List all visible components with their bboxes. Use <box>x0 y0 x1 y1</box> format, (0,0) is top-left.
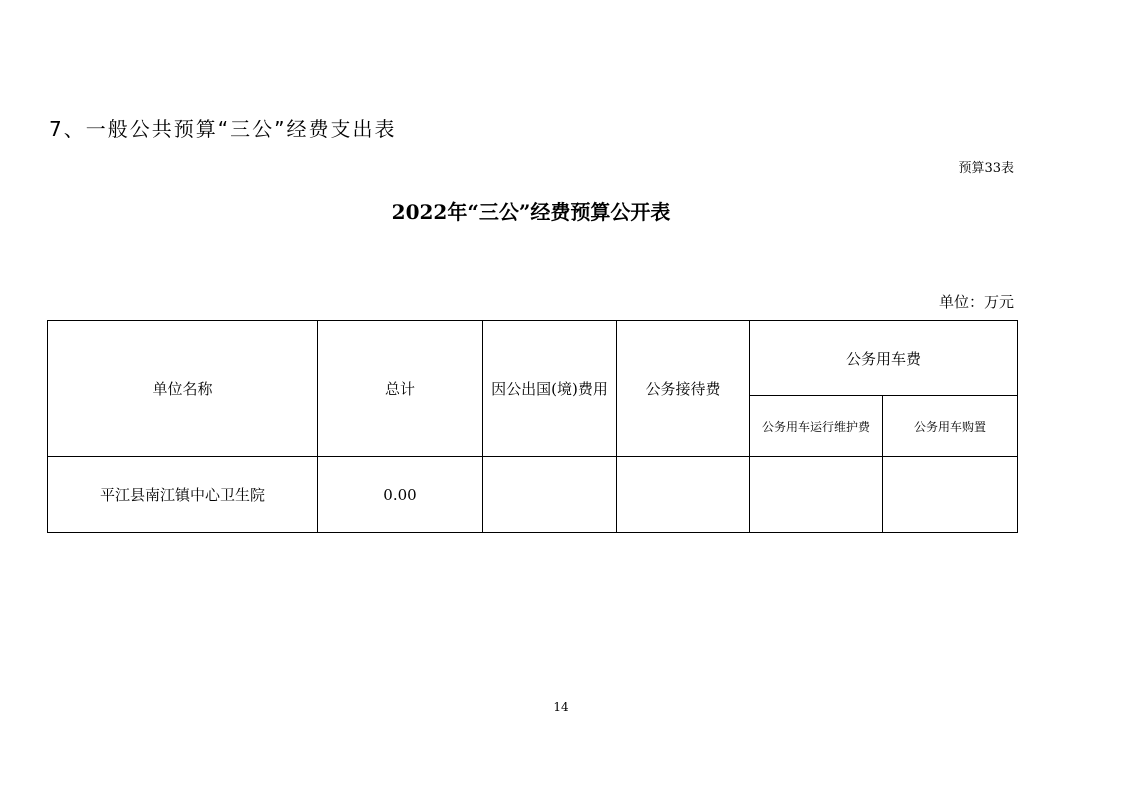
page-number: 14 <box>553 700 569 714</box>
header-unit-name: 单位名称 <box>48 321 318 457</box>
unit-label: 单位：万元 <box>938 293 1014 311</box>
header-vehicle: 公务用车费 <box>750 321 1018 396</box>
header-total: 总计 <box>318 321 483 457</box>
cell-vehicle-maintenance <box>750 457 883 533</box>
cell-vehicle-purchase <box>883 457 1018 533</box>
form-number: 预算33表 <box>958 161 1014 176</box>
cell-unit-name: 平江县南江镇中心卫生院 <box>48 457 318 533</box>
section-heading: 7、一般公共预算“三公”经费支出表 <box>49 117 397 141</box>
cell-total: 0.00 <box>318 457 483 533</box>
document-title: 2022年“三公”经费预算公开表 <box>391 200 671 224</box>
table-row <box>48 457 1018 533</box>
header-reception: 公务接待费 <box>617 321 750 457</box>
cell-overseas <box>483 457 617 533</box>
cell-reception <box>617 457 750 533</box>
header-vehicle-maintenance: 公务用车运行维护费 <box>750 396 883 457</box>
budget-table <box>47 320 1018 533</box>
header-overseas: 因公出国(境)费用 <box>483 321 617 457</box>
header-vehicle-purchase: 公务用车购置 <box>883 396 1018 457</box>
